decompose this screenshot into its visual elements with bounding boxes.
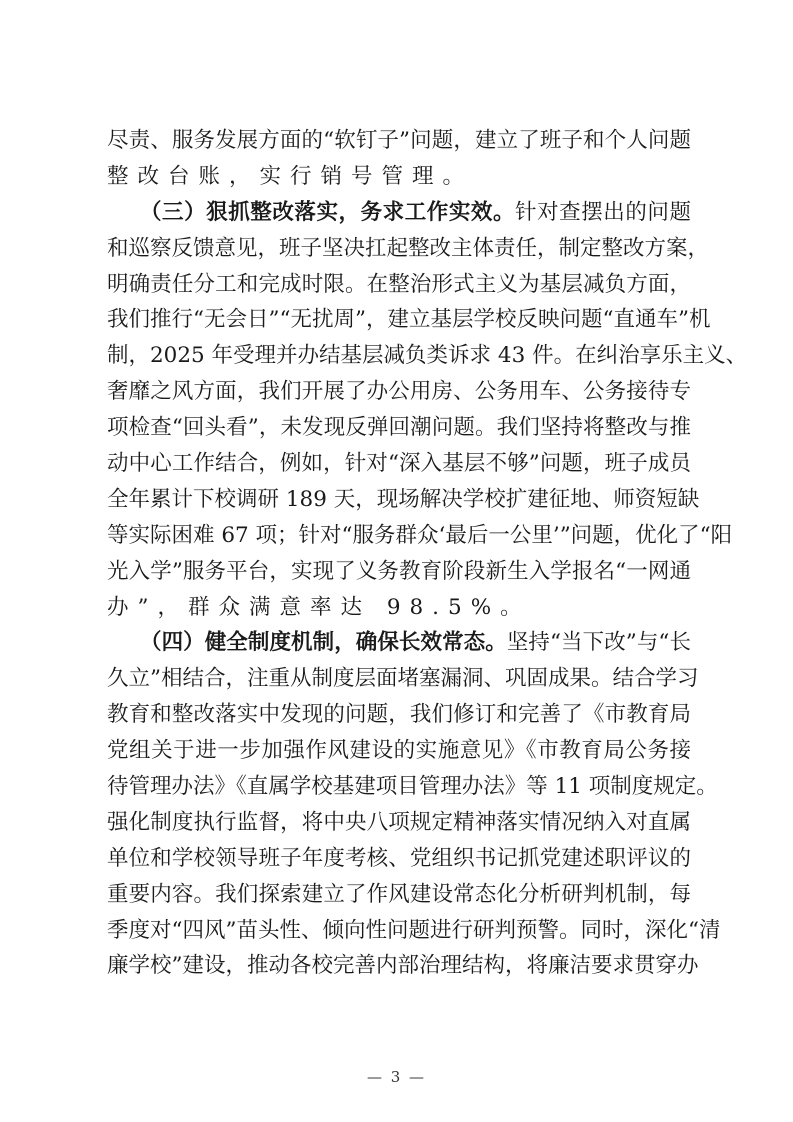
body-text: 党组关于进一步加强作风建设的实施意见》《市教育局公务接 [107,738,691,764]
body-text: 光入学”服务平台，实现了义务教育阶段新生入学报名“一网通 [107,558,691,584]
body-text: 和巡察反馈意见，班子坚决扛起整改主体责任，制定整改方案， [107,235,710,261]
body-text: 强化制度执行监督，将中央八项规定精神落实情况纳入对直属 [107,809,691,835]
text-line [107,625,691,661]
body-text: 针对查摆出的问题 [515,199,691,225]
text-line [107,877,691,913]
body-text: 项检查“回头看”，未发现反弹回潮问题。我们坚持将整改与推 [107,415,691,441]
page-number: — 3 — [366,1068,427,1086]
text-line [107,482,700,518]
body-text: 全年累计下校调研 189 天，现场解决学校扩建征地、师资短缺 [107,486,700,512]
body-text: 尽责、服务发展方面的“软钉子”问题，建立了班子和个人问题 [107,128,691,153]
text-line [107,374,691,410]
text-line [107,554,691,590]
text-line [107,159,691,195]
body-text: 待管理办法》《直属学校基建项目管理办法》等 11 项制度规定。 [107,774,718,800]
text-line [107,302,711,338]
text-line [107,805,691,841]
text-line [107,231,710,267]
body-text: 重要内容。我们探索建立了作风建设常态化分析研判机制，每 [107,881,691,907]
paragraph [107,195,748,626]
paragraph [107,123,691,195]
body-text: 坚持“当下改”与“长 [506,630,691,656]
text-line [107,195,691,231]
text-line [107,841,691,877]
body-text: 动中心工作结合，例如，针对“深入基层不够”问题，班子成员 [107,451,691,477]
body-text: 明确责任分工和完成时限。在整治形式主义为基层减负方面， [107,271,691,297]
text-line [107,590,691,626]
body-text: 教育和整改落实中发现的问题，我们修订和完善了《市教育局 [107,702,691,728]
text-line [107,267,691,303]
body-text: 办”，群众满意率达 98.5%。 [107,594,531,620]
body-text: 等实际困难 67 项；针对“服务群众‘最后一公里’”问题，优化了“阳 [107,522,733,548]
body-text: 整改台账，实行销号管理。 [107,163,474,189]
text-line [107,518,733,554]
text-line [107,338,748,374]
text-line [107,913,721,949]
body-text: 奢靡之风方面，我们开展了办公用房、公务用车、公务接待专 [107,379,691,405]
text-line [107,123,691,159]
text-line [107,948,699,984]
text-line [107,661,699,697]
text-line [107,446,691,482]
document-body [107,123,748,984]
text-line [107,697,691,733]
body-text: 季度对“四风”苗头性、倾向性问题进行研判预警。同时，深化“清 [107,917,721,943]
body-text: 久立”相结合，注重从制度层面堵塞漏洞、巩固成果。结合学习 [107,666,699,692]
body-text: 廉学校”建设，推动各校完善内部治理结构，将廉洁要求贯穿办 [107,953,699,979]
section-heading: （三）狠抓整改落实，务求工作实效。 [140,199,516,225]
body-text: 单位和学校领导班子年度考核、党组织书记抓党建述职评议的 [107,845,691,871]
section-heading: （四）健全制度机制，确保长效常态。 [140,630,507,656]
text-line [107,769,718,805]
paragraph [107,625,721,984]
body-text: 制，2025 年受理并办结基层减负类诉求 43 件。在纠治享乐主义、 [107,343,748,369]
text-line [107,733,691,769]
body-text: 我们推行“无会日”“无扰周”，建立基层学校反映问题“直通车”机 [107,307,711,333]
text-line [107,410,691,446]
